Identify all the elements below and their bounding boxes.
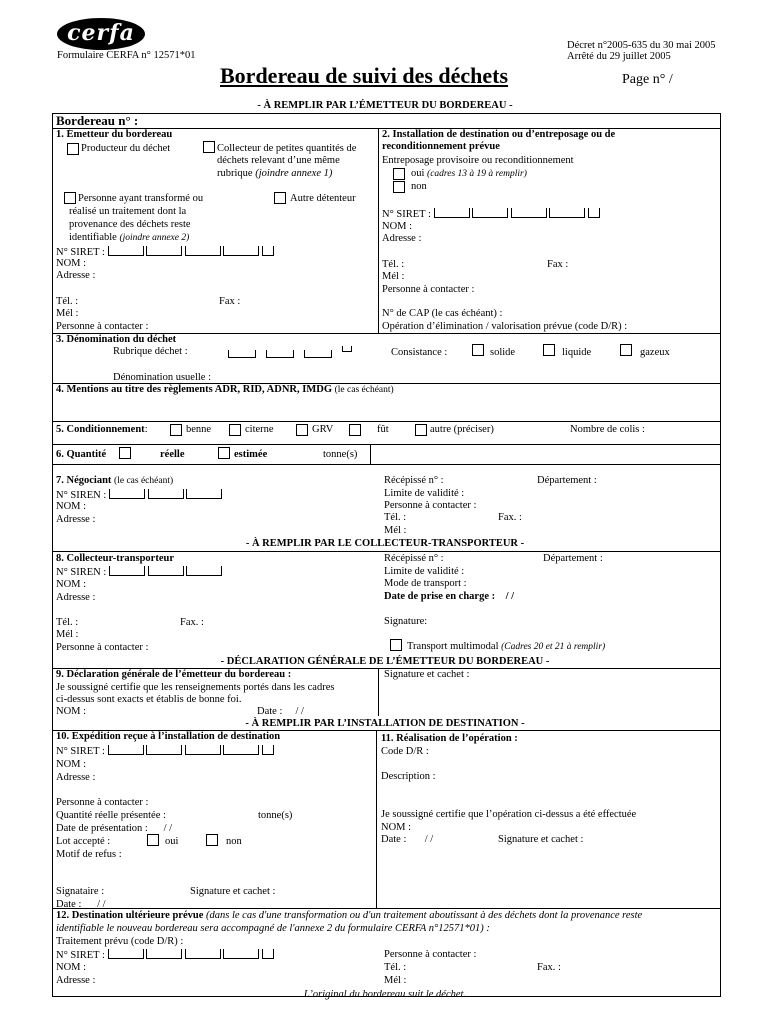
s7-adresse[interactable]: Adresse : [56, 514, 96, 525]
s7-tel[interactable]: Tél. : [384, 512, 407, 523]
s2-tel[interactable]: Tél. : [382, 259, 405, 270]
s10-siret-label: N° SIRET : [56, 746, 105, 757]
producteur-label: Producteur du déchet [81, 143, 171, 154]
s12-fax[interactable]: Fax. : [537, 962, 561, 973]
s12-traitement[interactable]: Traitement prévu (code D/R) : [56, 936, 184, 947]
s7-recepisse[interactable]: Récépissé n° : [384, 475, 444, 486]
s8-adresse[interactable]: Adresse : [56, 592, 96, 603]
s5-title: 5. Conditionnement: [56, 424, 148, 435]
s11-title: 11. Réalisation de l’opération : [381, 733, 518, 744]
decree-1: Décret n°2005-635 du 30 mai 2005 [567, 40, 716, 51]
s10-signataire[interactable]: Signataire : [56, 886, 105, 897]
s7-contact[interactable]: Personne à contacter : [384, 500, 477, 511]
s7-validite[interactable]: Limite de validité : [384, 488, 465, 499]
quantite-reelle-checkbox[interactable] [119, 447, 131, 459]
s10-quantite[interactable]: Quantité réelle présentée : [56, 810, 166, 821]
collecteur-checkbox[interactable] [203, 141, 215, 153]
s10-presentation[interactable]: Date de présentation : / / [56, 823, 173, 834]
citerne-checkbox[interactable] [229, 424, 241, 436]
s9-signature[interactable]: Signature et cachet : [384, 669, 470, 680]
s8-departement[interactable]: Département : [543, 553, 603, 564]
s8-signature[interactable]: Signature: [384, 616, 428, 627]
producteur-checkbox[interactable] [67, 143, 79, 155]
page-title: Bordereau de suivi des déchets [220, 63, 509, 88]
footer-note: L’original du bordereau suit le déchet. [303, 989, 467, 1000]
s10-motif[interactable]: Motif de refus : [56, 849, 122, 860]
s10-contact[interactable]: Personne à contacter : [56, 797, 149, 808]
s8-fax[interactable]: Fax. : [180, 617, 204, 628]
personne-transforme-checkbox[interactable] [64, 192, 76, 204]
s9-nom[interactable]: NOM : [56, 706, 87, 717]
banner-destination: - À REMPLIR PAR L’INSTALLATION DE DESTINATION - [245, 718, 525, 729]
s12-mel[interactable]: Mél : [384, 975, 407, 986]
s12-title: 12. Destination ultérieure prévue (dans le cas d'une transformation ou d'un traitement aboutissant à des déchets dont la provenance reste [56, 910, 643, 921]
s7-mel[interactable]: Mél : [384, 525, 407, 536]
s11-nom[interactable]: NOM : [381, 822, 412, 833]
s11-description[interactable]: Description : [381, 771, 436, 782]
s2-nom[interactable]: NOM : [382, 221, 413, 232]
s2-siret-label: N° SIRET : [382, 209, 431, 220]
s10-title: 10. Expédition reçue à l’installation de destination [56, 731, 281, 742]
decree-2: Arrêté du 29 juillet 2005 [567, 51, 671, 62]
s11-code[interactable]: Code D/R : [381, 746, 429, 757]
s12-siret-label: N° SIRET : [56, 950, 105, 961]
s3-title: 3. Dénomination du déchet [56, 334, 177, 345]
fut-checkbox[interactable] [349, 424, 361, 436]
rubrique-dechet-boxes[interactable] [228, 346, 378, 358]
s11-date[interactable]: Date : / / [381, 834, 434, 845]
s7-departement[interactable]: Département : [537, 475, 597, 486]
s12-tel[interactable]: Tél. : [384, 962, 407, 973]
s1-fax[interactable]: Fax : [219, 296, 241, 307]
s2-fax[interactable]: Fax : [547, 259, 569, 270]
bordereau-number-label: Bordereau n° : [56, 113, 139, 128]
s2-adresse[interactable]: Adresse : [382, 233, 422, 244]
s8-validite[interactable]: Limite de validité : [384, 566, 465, 577]
s10-adresse[interactable]: Adresse : [56, 772, 96, 783]
s12-adresse[interactable]: Adresse : [56, 975, 96, 986]
lot-oui-checkbox[interactable] [147, 834, 159, 846]
s11-signature[interactable]: Signature et cachet : [498, 834, 584, 845]
cerfa-logo: cerfa [57, 18, 145, 50]
s10-signature[interactable]: Signature et cachet : [190, 886, 276, 897]
s1-contact[interactable]: Personne à contacter : [56, 321, 149, 332]
gazeux-checkbox[interactable] [620, 344, 632, 356]
s7-nom[interactable]: NOM : [56, 501, 87, 512]
s7-fax[interactable]: Fax. : [498, 512, 522, 523]
s8-tel[interactable]: Tél. : [56, 617, 79, 628]
s8-prise[interactable]: Date de prise en charge : / / [384, 591, 515, 602]
quantite-estimee-checkbox[interactable] [218, 447, 230, 459]
s9-title: 9. Déclaration générale de l’émetteur du bordereau : [56, 669, 292, 680]
s8-nom[interactable]: NOM : [56, 579, 87, 590]
banner-collector: - À REMPLIR PAR LE COLLECTEUR-TRANSPORTEUR - [245, 538, 525, 549]
denomination-usuelle[interactable]: Dénomination usuelle : [113, 372, 211, 383]
s8-recepisse[interactable]: Récépissé n° : [384, 553, 444, 564]
s4-title: 4. Mentions au titre des règlements ADR, RID, ADNR, IMDG (le cas échéant) [56, 384, 394, 395]
banner-emitter: - À REMPLIR PAR L’ÉMETTEUR DU BORDEREAU - [257, 100, 513, 111]
s12-contact[interactable]: Personne à contacter : [384, 949, 477, 960]
benne-checkbox[interactable] [170, 424, 182, 436]
nombre-colis[interactable]: Nombre de colis : [570, 424, 645, 435]
lot-non-checkbox[interactable] [206, 834, 218, 846]
s1-tel[interactable]: Tél. : [56, 296, 79, 307]
s2-contact[interactable]: Personne à contacter : [382, 284, 475, 295]
s1-mel[interactable]: Mél : [56, 308, 79, 319]
autre-conditionnement-checkbox[interactable] [415, 424, 427, 436]
liquide-checkbox[interactable] [543, 344, 555, 356]
banner-declaration: - DÉCLARATION GÉNÉRALE DE L’ÉMETTEUR DU BORDEREAU - [220, 656, 550, 667]
s1-adresse[interactable]: Adresse : [56, 270, 96, 281]
s1-siret-label: N° SIRET : [56, 247, 105, 258]
s2-mel[interactable]: Mél : [382, 271, 405, 282]
s8-title: 8. Collecteur-transporteur [56, 553, 174, 564]
form-number: Formulaire CERFA n° 12571*01 [57, 50, 196, 61]
s1-nom[interactable]: NOM : [56, 258, 87, 269]
autre-detenteur-checkbox[interactable] [274, 192, 286, 204]
entreposage-oui-checkbox[interactable] [393, 168, 405, 180]
s8-contact[interactable]: Personne à contacter : [56, 642, 149, 653]
solide-checkbox[interactable] [472, 344, 484, 356]
s2-operation[interactable]: Opération d’élimination / valorisation prévue (code D/R) : [382, 321, 628, 332]
s2-cap[interactable]: N° de CAP (le cas échéant) : [382, 308, 503, 319]
s9-date[interactable]: Date : / / [257, 706, 304, 717]
s8-mode[interactable]: Mode de transport : [384, 578, 467, 589]
s7-siren-label: N° SIREN : [56, 490, 107, 501]
s2-title: 2. Installation de destination ou d’entreposage ou de [382, 129, 616, 140]
s12-nom[interactable]: NOM : [56, 962, 87, 973]
entreposage-non-checkbox[interactable] [393, 181, 405, 193]
grv-checkbox[interactable] [296, 424, 308, 436]
s6-title: 6. Quantité [56, 449, 107, 460]
s10-date[interactable]: Date : / / [56, 899, 106, 910]
multimodal-checkbox[interactable] [390, 639, 402, 651]
s8-mel[interactable]: Mél : [56, 629, 79, 640]
s1-title: 1. Émetteur du bordereau [56, 129, 173, 140]
s8-siren-label: N° SIREN : [56, 567, 107, 578]
page-number: Page n° / [622, 72, 673, 87]
s10-nom[interactable]: NOM : [56, 759, 87, 770]
s7-title: 7. Négociant (le cas échéant) [56, 475, 174, 486]
